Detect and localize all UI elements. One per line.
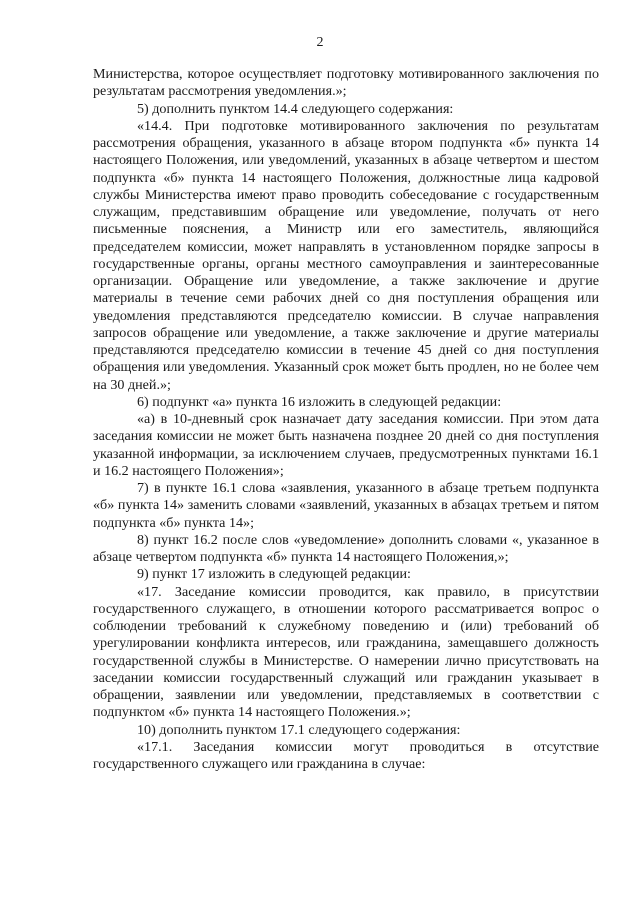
document-body <box>93 66 599 773</box>
paragraph-clause-17: «17. Заседание комиссии проводится, как правило, в присутствии государственного служащего, в отношении которого рассматривается вопрос о соблюдении требований к служебному поведению и (или) требований об урегулировании конфликта интересов, или гражданина, замещавшего должность государственной службы в Министерстве. О намерении лично присутствовать на заседании комиссии государственный служащий или гражданин указывает в обращении, заявлении или уведомлении, представляемых в соответствии с подпунктом «б» пункта 14 настоящего Положения.»; <box>93 583 599 721</box>
page-number: 2 <box>316 35 324 50</box>
paragraph-item-5: 5) дополнить пунктом 14.4 следующего содержания: <box>137 100 454 117</box>
paragraph-item-8: 8) пункт 16.2 после слов «уведомление» дополнить словами «, указанное в абзаце четвертом подпункта «б» пункта 14 настоящего Положения,»; <box>93 531 599 565</box>
paragraph-item-7: 7) в пункте 16.1 слова «заявления, указанного в абзаце третьем подпункта «б» пункта 14» заменить словами «заявлений, указанных в абзацах третьем и пятом подпункта «б» пункта 14»; <box>93 480 599 531</box>
paragraph-clause-14-4: «14.4. При подготовке мотивированного заключения по результатам рассмотрения обращения, указанного в абзаце втором подпункта «б» пункта 14 настоящего Положения, или уведомлений, указанных в абзаце четвертом и шестом подпункта «б» пункта 14 настоящего Положения, должностные лица кадровой службы Министерства имеют право проводить собеседование с государственным служащим, представившим обращение или уведомление, получать от него письменные пояснения, а Министр или его заместитель, являющийся председателем комиссии, может направлять в установленном порядке запросы в государственные органы, органы местного самоуправления и заинтересованные организации. Обращение или уведомление, а также заключение и другие материалы в течение семи рабочих дней со дня поступления обращения или уведомления представляются председателю комиссии. В случае направления запросов обращение или уведомление, а также заключение и другие материалы представляются председателю комиссии в течение 45 дней со дня поступления обращения или уведомления. Указанный срок может быть продлен, но не более чем на 30 дней.»; <box>93 117 599 393</box>
paragraph-subclause-a: «а) в 10-дневный срок назначает дату заседания комиссии. При этом дата заседания комиссии не может быть назначена позднее 20 дней со дня поступления указанной информации, за исключением случаев, предусмотренных пунктами 16.1 и 16.2 настоящего Положения»; <box>93 411 599 479</box>
paragraph-clause-17-1: «17.1. Заседания комиссии могут проводиться в отсутствие государственного служащего или гражданина в случае: <box>93 738 599 772</box>
paragraph-item-10: 10) дополнить пунктом 17.1 следующего содержания: <box>137 721 461 738</box>
paragraph-item-9: 9) пункт 17 изложить в следующей редакции: <box>137 566 411 583</box>
paragraph-item-6: 6) подпункт «а» пункта 16 изложить в следующей редакции: <box>137 393 502 410</box>
paragraph-continuation: Министерства, которое осуществляет подготовку мотивированного заключения по результатам рассмотрения уведомления.»; <box>93 66 599 100</box>
